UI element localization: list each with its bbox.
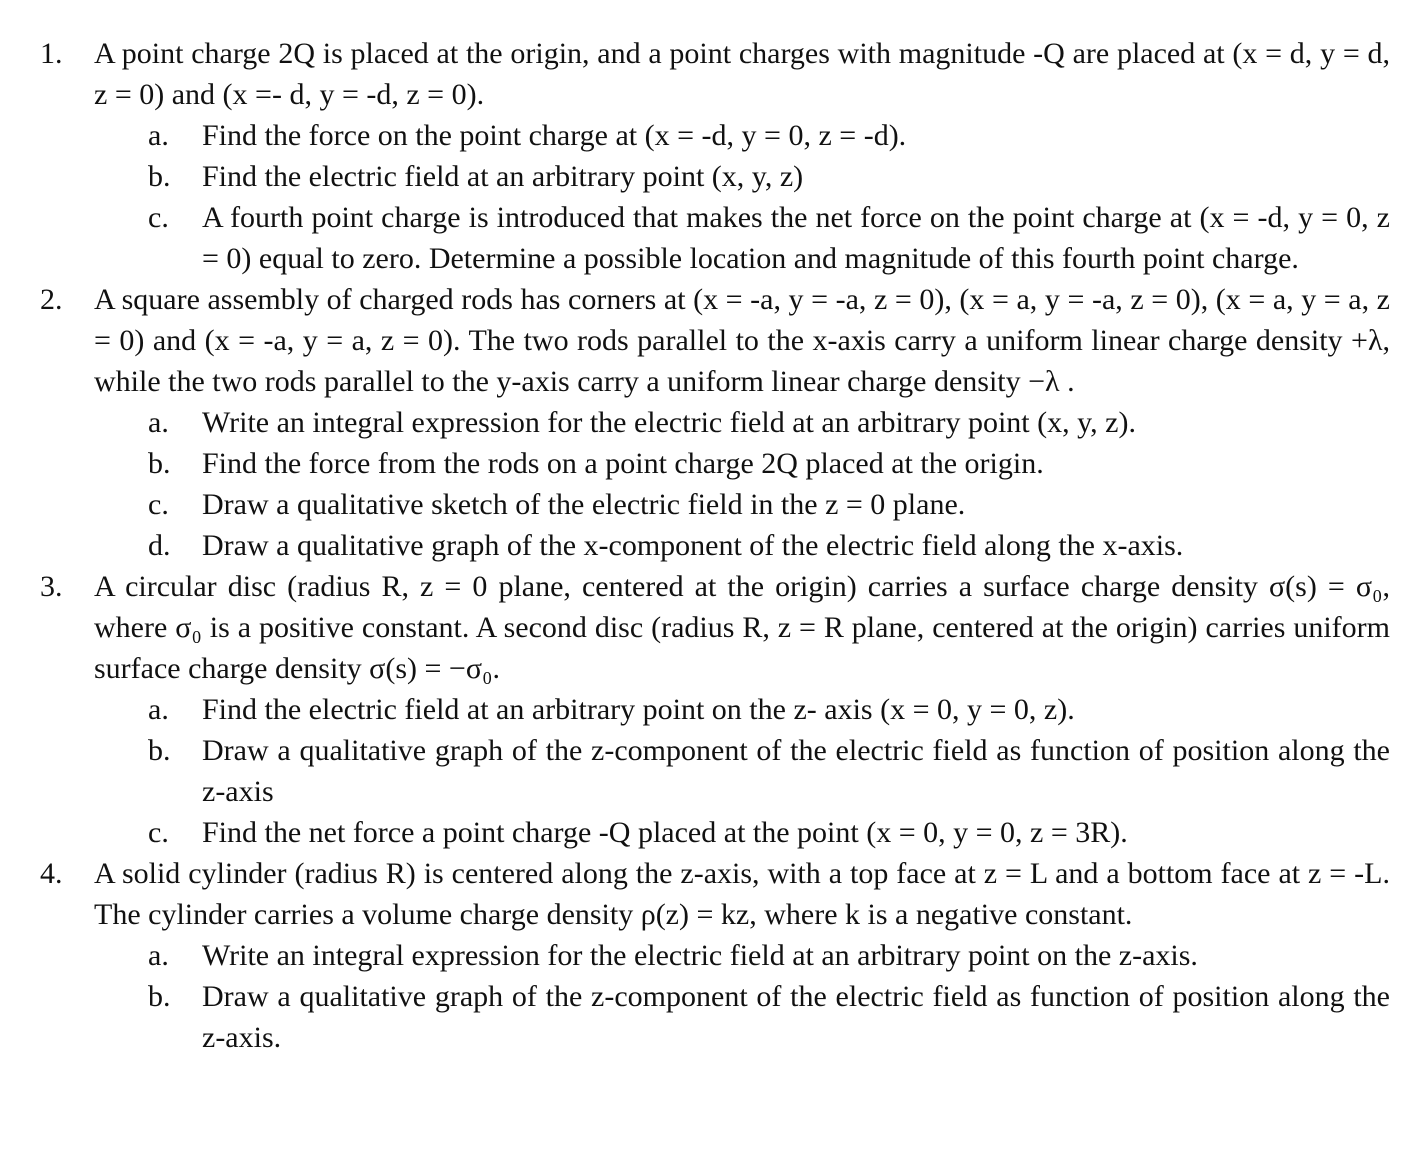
problem-statement: A square assembly of charged rods has corners at (x = -a, y = -a, z = 0), (x = a, y = -a, z = 0), (x = a, y = a, z = 0) and (x = -a, y = a, z = 0). The two rods parallel to the x-axis carry a uniform linear charge density +λ, while the two rods parallel to the y-axis carry a uniform linear charge density −λ . bbox=[94, 283, 1390, 398]
problem-number: 2. bbox=[40, 283, 63, 316]
problem-statement: A point charge 2Q is placed at the origin, and a point charges with magnitude -Q are placed at (x = d, y = d, z = 0) and (x =- d, y = -d, z = 0). bbox=[94, 37, 1390, 111]
problem-number: 3. bbox=[40, 570, 63, 603]
part-text: Draw a qualitative sketch of the electric field in the z = 0 plane. bbox=[202, 488, 966, 521]
part-letter: a. bbox=[148, 939, 169, 972]
problem-part bbox=[0, 730, 1390, 812]
problem-part bbox=[0, 935, 1390, 976]
part-text: A fourth point charge is introduced that makes the net force on the point charge at (x = -d, y = 0, z = 0) equal to zero. Determine a possible location and magnitude of this fourth point charge. bbox=[202, 201, 1390, 275]
part-letter: a. bbox=[148, 693, 169, 726]
part-text: Find the electric field at an arbitrary point on the z- axis (x = 0, y = 0, z). bbox=[202, 693, 1075, 726]
part-text: Find the electric field at an arbitrary point (x, y, z) bbox=[202, 160, 804, 193]
problem-3 bbox=[0, 566, 1390, 853]
problem-part bbox=[0, 156, 1390, 197]
problem-number: 1. bbox=[40, 37, 63, 70]
problem-part bbox=[0, 115, 1390, 156]
part-letter: c. bbox=[148, 488, 169, 521]
problem-parts bbox=[0, 935, 1390, 1058]
problem-number: 4. bbox=[40, 857, 63, 890]
problem-part bbox=[0, 443, 1390, 484]
part-letter: b. bbox=[148, 980, 171, 1013]
part-letter: b. bbox=[148, 447, 171, 480]
problem-1 bbox=[0, 33, 1390, 279]
problem-part bbox=[0, 484, 1390, 525]
problem-part bbox=[0, 812, 1390, 853]
part-letter: a. bbox=[148, 119, 169, 152]
part-letter: c. bbox=[148, 201, 169, 234]
problem-parts bbox=[0, 115, 1390, 279]
part-text: Write an integral expression for the electric field at an arbitrary point (x, y, z). bbox=[202, 406, 1136, 439]
part-text: Write an integral expression for the electric field at an arbitrary point on the z-axis. bbox=[202, 939, 1198, 972]
part-letter: b. bbox=[148, 734, 171, 767]
problem-part bbox=[0, 976, 1390, 1058]
problem-parts bbox=[0, 402, 1390, 566]
part-text: Find the force from the rods on a point charge 2Q placed at the origin. bbox=[202, 447, 1044, 480]
problem-2 bbox=[0, 279, 1390, 566]
part-letter: d. bbox=[148, 529, 171, 562]
problem-statement: A circular disc (radius R, z = 0 plane, centered at the origin) carries a surface charge density σ(s) = σ₀, where σ₀ is a positive constant. A second disc (radius R, z = R plane, centered at the origin) carries uniform surface charge density σ(s) = −σ₀. bbox=[94, 570, 1390, 685]
part-text: Find the force on the point charge at (x = -d, y = 0, z = -d). bbox=[202, 119, 907, 152]
part-text: Draw a qualitative graph of the x-component of the electric field along the x-axis. bbox=[202, 529, 1184, 562]
problem-statement: A solid cylinder (radius R) is centered along the z-axis, with a top face at z = L and a bottom face at z = -L. The cylinder carries a volume charge density ρ(z) = kz, where k is a negative constant. bbox=[94, 857, 1390, 931]
part-text: Draw a qualitative graph of the z-component of the electric field as function of position along the z-axis bbox=[202, 734, 1390, 808]
problem-part bbox=[0, 197, 1390, 279]
part-letter: b. bbox=[148, 160, 171, 193]
part-text: Find the net force a point charge -Q placed at the point (x = 0, y = 0, z = 3R). bbox=[202, 816, 1128, 849]
part-letter: c. bbox=[148, 816, 169, 849]
problem-part bbox=[0, 525, 1390, 566]
problem-part bbox=[0, 402, 1390, 443]
part-letter: a. bbox=[148, 406, 169, 439]
problem-parts bbox=[0, 689, 1390, 853]
part-text: Draw a qualitative graph of the z-component of the electric field as function of position along the z-axis. bbox=[202, 980, 1390, 1054]
problem-part bbox=[0, 689, 1390, 730]
problem-4 bbox=[0, 853, 1390, 1058]
